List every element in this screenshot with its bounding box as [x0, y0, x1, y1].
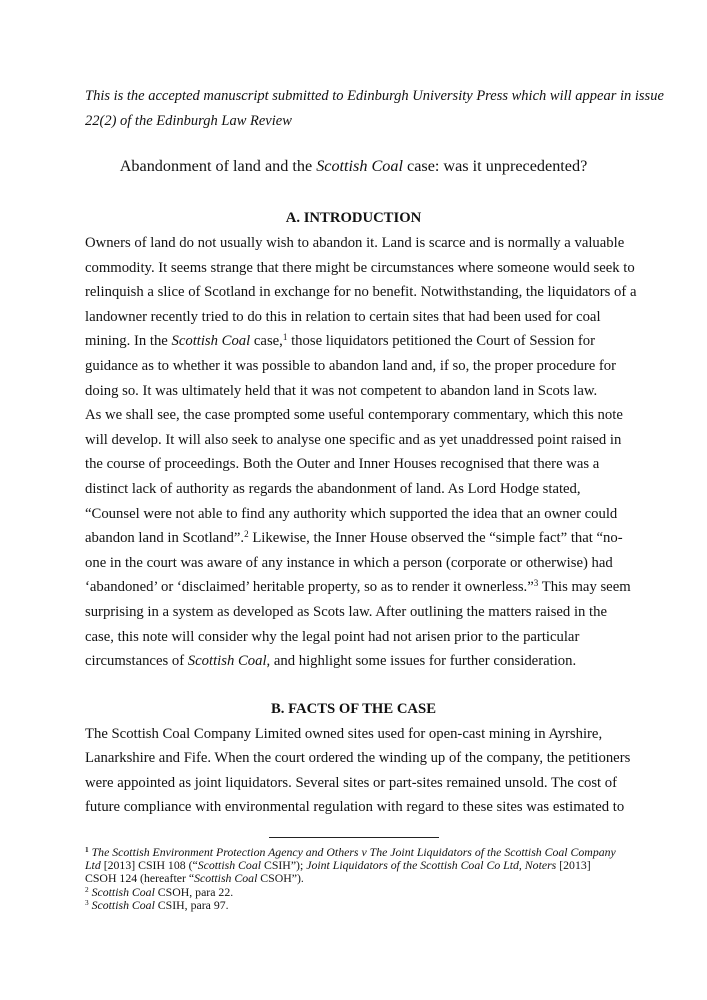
body-line — [85, 551, 622, 576]
body-line — [85, 305, 622, 330]
section-heading: B. FACTS OF THE CASE — [271, 700, 436, 717]
text-run: CSOH”). — [257, 871, 304, 886]
text-run: Scottish Coal — [171, 333, 251, 350]
body-line — [85, 746, 631, 771]
body-line — [85, 625, 622, 650]
text-run: Scottish Coal — [316, 157, 403, 175]
text-run: This may seem — [538, 579, 631, 596]
text-run: commodity. It seems strange that there might be circumstances where someone would seek to — [85, 259, 635, 276]
body-line — [85, 256, 635, 281]
text-run: , and highlight some issues for further consideration. — [266, 653, 577, 670]
body-line — [85, 280, 637, 305]
body-line — [85, 329, 622, 354]
text-run: Scottish Coal — [197, 858, 261, 873]
body-line — [85, 403, 622, 428]
text-run: Scottish Coal — [187, 653, 267, 670]
text-run: Lanarkshire and Fife. When the court ordered the winding up of the company, the petitioners — [85, 750, 631, 767]
body-line — [85, 575, 631, 600]
text-run: Joint Liquidators of the Scottish Coal Co Ltd, Noters — [306, 858, 557, 873]
footnote-ref: 1 — [282, 332, 288, 343]
footnote-ref: 1 — [85, 845, 89, 855]
text-run: will develop. It will also seek to analyse one specific and as yet unaddressed point raised in — [85, 431, 622, 448]
text-run: distinct lack of authority as regards the abandonment of land. As Lord Hodge stated, — [85, 480, 581, 497]
section-body — [85, 722, 631, 820]
footnote-line — [85, 899, 622, 912]
text-run: the course of proceedings. Both the Outer and Inner Houses recognised that there was a — [85, 456, 600, 473]
text-run: 22(2) of the Edinburgh Law Review — [85, 113, 292, 129]
text-run: Likewise, the Inner House observed the “simple fact” that “no- — [248, 530, 623, 547]
text-run: guidance as to whether it was possible to abandon land and, if so, the proper procedure for — [85, 357, 617, 374]
text-run: those liquidators petitioned the Court of Session for — [287, 333, 596, 350]
text-run: landowner recently tried to do this in relation to certain sites that had been used for coal — [85, 308, 601, 325]
section-body — [85, 231, 637, 674]
text-line — [85, 84, 664, 109]
text-run: Abandonment of land and the — [119, 157, 317, 175]
text-run: surprising in a system as developed as Scots law. After outlining the matters raised in the — [85, 603, 607, 620]
text-run: doing so. It was ultimately held that it was not competent to abandon land in Scots law. — [85, 382, 598, 399]
page-title — [85, 154, 622, 179]
text-run: CSIH”); — [261, 858, 307, 873]
body-line — [85, 771, 622, 796]
body-line — [85, 477, 622, 502]
text-run: case: was it unprecedented? — [402, 157, 588, 175]
text-run: This is the accepted manuscript submitted to Edinburgh University Press which will appear in issue — [85, 88, 664, 104]
text-run: Scottish Coal — [194, 871, 258, 886]
text-run: mining. In the — [85, 333, 172, 350]
text-run: As we shall see, the case prompted some useful contemporary commentary, which this note — [85, 407, 623, 424]
body-line — [85, 354, 622, 379]
footnote-ref: 2 — [85, 884, 89, 894]
text-run: Ltd — [85, 858, 101, 873]
text-run: relinquish a slice of Scotland in exchange for no benefit. Notwithstanding, the liquidators of a — [85, 284, 637, 301]
body-line — [85, 452, 622, 477]
body-line — [85, 379, 622, 404]
section-heading: A. INTRODUCTION — [285, 210, 422, 226]
text-run: The Scottish Coal Company Limited owned sites used for open-cast mining in Ayrshire, — [85, 725, 603, 742]
text-run: Scottish Coal — [91, 897, 155, 912]
body-line — [85, 722, 622, 747]
text-run: future compliance with environmental regulation with regard to these sites was estimated to — [85, 799, 625, 816]
text-run: Owners of land do not usually wish to abandon it. Land is scarce and is normally a valuable — [85, 235, 625, 251]
body-line — [85, 795, 625, 820]
footnote-ref: 3 — [533, 578, 539, 589]
body-line — [85, 502, 622, 527]
text-run: CSIH, para 97. — [154, 897, 229, 912]
footnote-separator — [269, 837, 439, 838]
text-line — [85, 109, 622, 134]
text-run: Scottish Coal — [91, 884, 155, 899]
text-run: abandon land in Scotland”. — [85, 530, 245, 547]
text-run: one in the court was aware of any instance in which a person (corporate or otherwise) had — [85, 554, 613, 571]
body-line — [85, 526, 622, 551]
body-line — [85, 600, 622, 625]
footnote-ref: 3 — [85, 897, 89, 907]
text-run: [2013] — [556, 858, 591, 873]
text-run: were appointed as joint liquidators. Several sites or part-sites remained unsold. The cost of — [85, 774, 618, 791]
text-run: [2013] CSIH 108 (“ — [100, 858, 198, 873]
body-line — [85, 649, 622, 674]
text-run: ‘abandoned’ or ‘disclaimed’ heritable property, so as to render it ownerless.” — [85, 579, 534, 596]
text-run: CSOH, para 22. — [154, 884, 234, 899]
text-run: “Counsel were not able to find any authority which supported the idea that an owner could — [85, 505, 618, 522]
text-run: case, this note will consider why the legal point had not arisen prior to the particular — [85, 628, 580, 645]
footnote-ref: 2 — [244, 529, 249, 540]
text-run: CSOH 124 (hereafter “ — [85, 871, 195, 886]
text-run: circumstances of — [85, 653, 188, 670]
manuscript-note — [85, 84, 664, 134]
article-body — [85, 206, 637, 820]
text-run: case, — [250, 333, 283, 350]
body-line — [85, 428, 622, 453]
text-run: The Scottish Environment Protection Agency and Others v The Joint Liquidators of the Scottish Coal Company — [91, 845, 616, 860]
body-line — [85, 231, 625, 256]
footnotes — [85, 846, 622, 912]
